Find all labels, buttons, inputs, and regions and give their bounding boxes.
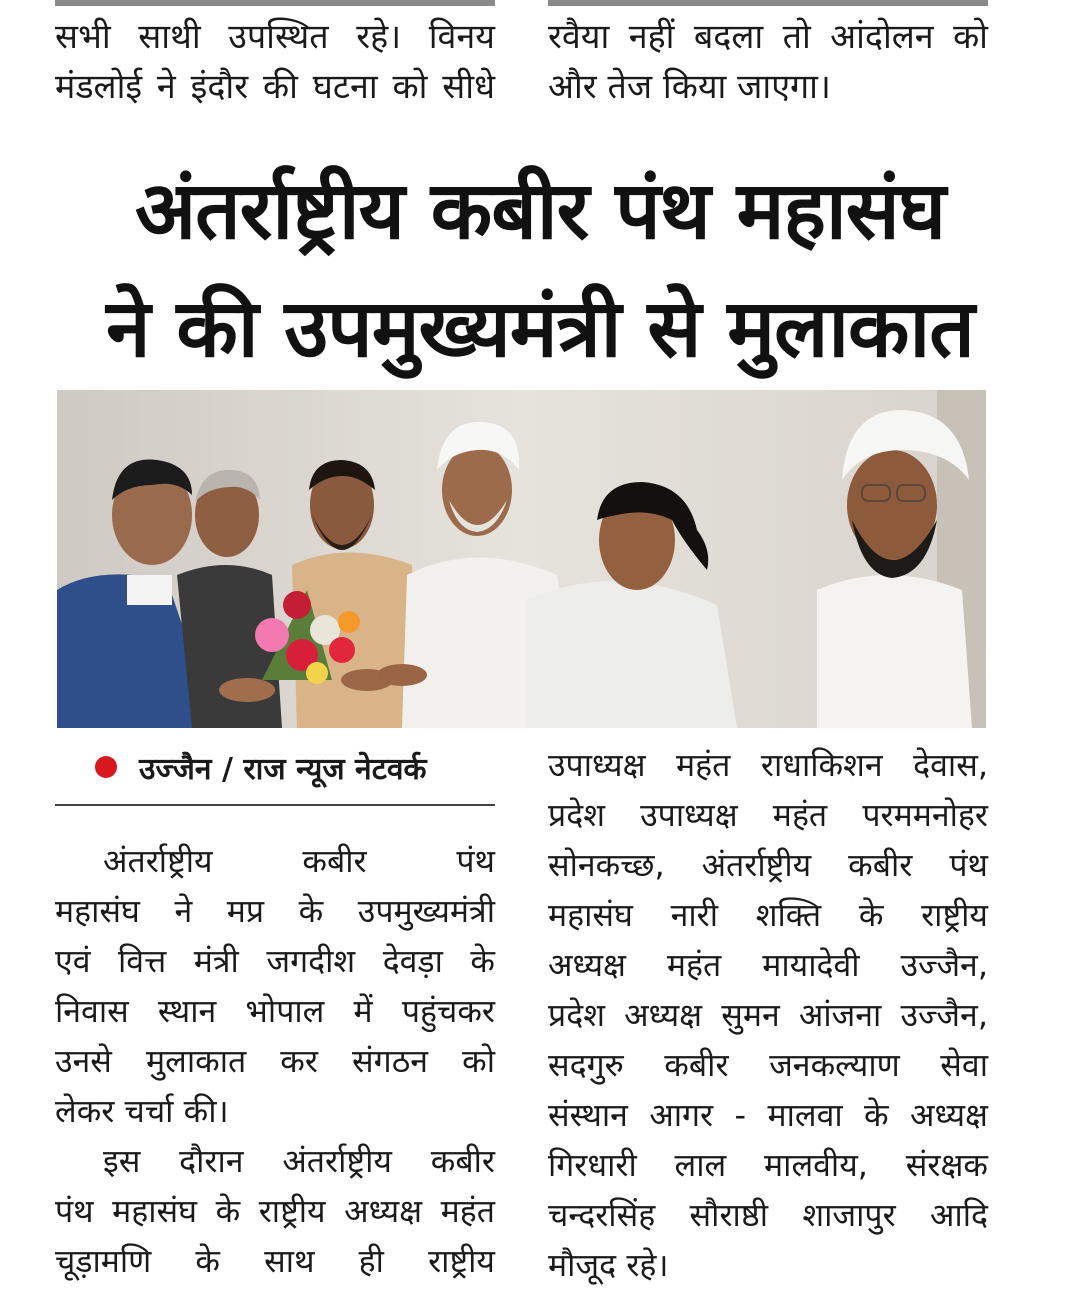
body-line: प्रदेश उपाध्यक्ष महंत परममनोहर [548, 796, 988, 834]
dateline-divider [55, 804, 495, 806]
previous-article-line: सभी साथी उपस्थित रहे। विनय [55, 17, 495, 57]
body-line: एवं वित्त मंत्री जगदीश देवड़ा के [55, 942, 495, 980]
body-line: निवास स्थान भोपाल में पहुंचकर [55, 992, 495, 1030]
clipped-text-edge-left [55, 0, 495, 6]
body-line: महासंघ ने मप्र के उपमुख्यमंत्री [55, 892, 495, 930]
body-line: संस्थान आगर - मालवा के अध्यक्ष [548, 1096, 988, 1134]
previous-article-line: मंडलोई ने इंदौर की घटना को सीधे [55, 67, 495, 107]
body-line: चन्दरसिंह सौराष्ठी शाजापुर आदि [548, 1196, 988, 1234]
group-meeting-photo [57, 390, 986, 728]
dateline-text: उज्जैन / राज न्यूज नेटवर्क [139, 751, 427, 787]
body-line: इस दौरान अंतर्राष्ट्रीय कबीर [103, 1142, 495, 1180]
clipped-text-edge-right [548, 0, 988, 6]
body-line: अध्यक्ष महंत मायादेवी उज्जैन, [548, 946, 988, 984]
headline-line-2: ने की उपमुख्यमंत्री से मुलाकात [106, 282, 974, 375]
body-line: उपाध्यक्ष महंत राधाकिशन देवास, [548, 746, 988, 784]
body-line: पंथ महासंघ के राष्ट्रीय अध्यक्ष महंत [55, 1192, 495, 1230]
news-photo [57, 390, 986, 728]
body-line: मौजूद रहे। [548, 1246, 669, 1284]
article-left-column [55, 836, 495, 1286]
body-line: चूड़ामणि के साथ ही राष्ट्रीय [55, 1242, 495, 1280]
body-line: प्रदेश अध्यक्ष सुमन आंजना उज्जैन, [548, 996, 988, 1034]
body-line: लेकर चर्चा की। [55, 1092, 229, 1130]
red-bullet-icon [95, 756, 117, 778]
previous-article-left-column [55, 12, 495, 112]
headline-line-1: अंतर्राष्ट्रीय कबीर पंथ महासंघ [134, 164, 946, 257]
body-line: सदगुरु कबीर जनकल्याण सेवा [548, 1046, 988, 1084]
body-line: अंतर्राष्ट्रीय कबीर पंथ [103, 842, 495, 880]
previous-article-line: और तेज किया जाएगा। [548, 67, 831, 107]
article-right-column [548, 740, 988, 1290]
article-headline [40, 152, 1040, 388]
body-line: सोनकच्छ, अंतर्राष्ट्रीय कबीर पंथ [548, 846, 988, 884]
dateline [95, 745, 427, 789]
body-line: महासंघ नारी शक्ति के राष्ट्रीय [548, 896, 988, 934]
body-line: गिरधारी लाल मालवीय, संरक्षक [548, 1146, 988, 1184]
previous-article-right-column [548, 12, 988, 112]
body-line: उनसे मुलाकात कर संगठन को [55, 1042, 495, 1080]
previous-article-line: रवैया नहीं बदला तो आंदोलन को [548, 17, 988, 57]
